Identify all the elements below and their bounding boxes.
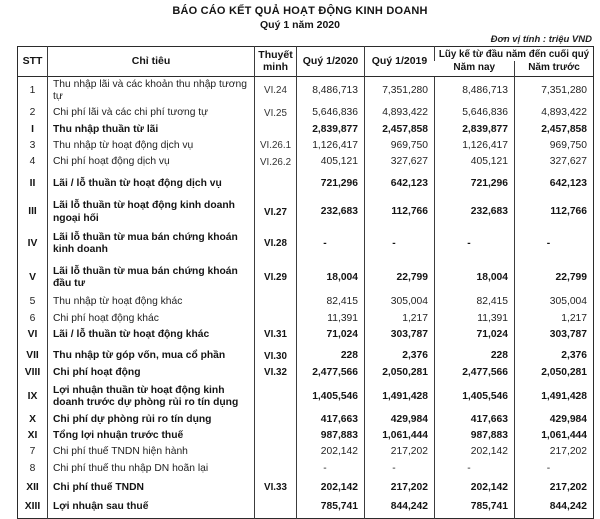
- cell-q1-2020: 18,004: [297, 261, 365, 295]
- page-title: BÁO CÁO KẾT QUẢ HOẠT ĐỘNG KINH DOANH: [172, 5, 428, 17]
- cell-ytd-current: 1,405,546: [435, 381, 515, 412]
- cell-ytd-current: 71,024: [435, 327, 515, 343]
- cell-label: Chi phí hoạt động dịch vụ: [48, 154, 255, 170]
- cell-q1-2019: 217,202: [365, 477, 435, 497]
- cell-q1-2020: 721,296: [297, 171, 365, 195]
- cell-note: VI.24: [255, 76, 297, 105]
- cell-ytd-prior: 844,242: [515, 497, 594, 518]
- cell-ytd-current: 82,415: [435, 294, 515, 310]
- cell-label: Lãi / lỗ thuần từ hoạt động dịch vụ: [48, 171, 255, 195]
- cell-q1-2020: 785,741: [297, 497, 365, 518]
- cell-ytd-prior: 2,457,858: [515, 122, 594, 138]
- cell-q1-2020: 232,683: [297, 195, 365, 230]
- cell-q1-2020: 228: [297, 343, 365, 364]
- table-row: [18, 311, 594, 327]
- cell-ytd-current: 2,839,877: [435, 122, 515, 138]
- cell-ytd-prior: -: [515, 230, 594, 261]
- cell-label: Chi phí lãi và các chi phí tương tự: [48, 105, 255, 121]
- cell-note: VI.30: [255, 343, 297, 364]
- cell-ytd-current: 11,391: [435, 311, 515, 327]
- cell-ytd-prior: 429,984: [515, 412, 594, 428]
- cell-q1-2019: 2,050,281: [365, 365, 435, 381]
- table-row: [18, 428, 594, 444]
- cell-ytd-prior: -: [515, 461, 594, 477]
- cell-stt: XI: [27, 429, 38, 441]
- table-row: [18, 381, 594, 412]
- table-body: [18, 76, 594, 518]
- unit-note: Đơn vị tính : triệu VND: [490, 34, 592, 45]
- cell-label: Chi phí thuế thu nhập DN hoãn lại: [48, 461, 255, 477]
- cell-ytd-prior: 2,376: [515, 343, 594, 364]
- cell-q1-2019: 844,242: [365, 497, 435, 518]
- cell-q1-2020: 2,839,877: [297, 122, 365, 138]
- header-chi-tieu: Chỉ tiêu: [48, 47, 255, 77]
- cell-ytd-current: -: [435, 461, 515, 477]
- cell-q1-2019: 429,984: [365, 412, 435, 428]
- cell-stt: VI: [27, 328, 38, 340]
- cell-stt: 1: [18, 76, 48, 105]
- cell-stt: 2: [29, 107, 36, 119]
- table-row: [18, 76, 594, 105]
- cell-ytd-current: 405,121: [435, 154, 515, 170]
- cell-q1-2020: 1,126,417: [297, 138, 365, 154]
- cell-ytd-prior: 217,202: [515, 444, 594, 460]
- cell-ytd-current: 721,296: [435, 171, 515, 195]
- cell-stt: XII: [26, 482, 39, 494]
- cell-ytd-current: 18,004: [435, 261, 515, 295]
- cell-label: Chi phí dự phòng rủi ro tín dụng: [48, 412, 255, 428]
- cell-q1-2019: 1,061,444: [365, 428, 435, 444]
- table-row: [18, 261, 594, 295]
- cell-q1-2020: 5,646,836: [297, 105, 365, 121]
- cell-ytd-prior: 305,004: [515, 294, 594, 310]
- cell-stt: 5: [29, 296, 36, 308]
- cell-label: Tổng lợi nhuận trước thuế: [48, 428, 255, 444]
- table-row: [18, 412, 594, 428]
- cell-q1-2019: 303,787: [365, 327, 435, 343]
- cell-q1-2019: 1,491,428: [365, 381, 435, 412]
- cell-q1-2020: 202,142: [297, 444, 365, 460]
- table-row: [18, 105, 594, 121]
- cell-note: [255, 461, 297, 477]
- cell-label: Thu nhập thuần từ lãi: [48, 122, 255, 138]
- cell-note: [255, 497, 297, 518]
- cell-note: VI.27: [255, 195, 297, 230]
- cell-ytd-current: 5,646,836: [435, 105, 515, 121]
- cell-q1-2020: 82,415: [297, 294, 365, 310]
- cell-q1-2019: 969,750: [365, 138, 435, 154]
- table-row: [18, 497, 594, 518]
- cell-note: [255, 428, 297, 444]
- cell-note: [255, 311, 297, 327]
- cell-ytd-prior: 642,123: [515, 171, 594, 195]
- cell-note: VI.31: [255, 327, 297, 343]
- cell-ytd-prior: 303,787: [515, 327, 594, 343]
- cell-stt: IX: [27, 391, 38, 403]
- cell-q1-2020: 202,142: [297, 477, 365, 497]
- cell-label: Lãi lỗ thuần từ mua bán chứng khoán kinh doanh: [48, 230, 255, 261]
- cell-q1-2019: 305,004: [365, 294, 435, 310]
- cell-note: VI.26.1: [255, 138, 297, 154]
- header-nam-truoc: Năm trước: [515, 61, 594, 76]
- cell-label: Chi phí hoạt động: [48, 365, 255, 381]
- cell-note: VI.28: [255, 230, 297, 261]
- cell-label: Chi phí hoạt động khác: [48, 311, 255, 327]
- cell-label: Lãi lỗ thuần từ mua bán chứng khoán đầu tư: [48, 261, 255, 295]
- table-row: [18, 230, 594, 261]
- cell-stt: 6: [29, 312, 36, 324]
- cell-ytd-prior: 2,050,281: [515, 365, 594, 381]
- cell-stt: VIII: [24, 366, 41, 378]
- table-header: [18, 47, 594, 77]
- cell-ytd-current: 785,741: [435, 497, 515, 518]
- cell-note: [255, 171, 297, 195]
- cell-label: Lãi lỗ thuần từ hoạt động kinh doanh ngoại hối: [48, 195, 255, 230]
- cell-stt: 4: [29, 156, 36, 168]
- table-row: [18, 461, 594, 477]
- cell-ytd-current: 987,883: [435, 428, 515, 444]
- cell-q1-2019: 327,627: [365, 154, 435, 170]
- cell-q1-2019: 22,799: [365, 261, 435, 295]
- cell-q1-2019: 217,202: [365, 444, 435, 460]
- table-row: [18, 122, 594, 138]
- cell-q1-2020: 8,486,713: [297, 76, 365, 105]
- cell-ytd-prior: 22,799: [515, 261, 594, 295]
- cell-q1-2020: -: [297, 230, 365, 261]
- cell-note: VI.29: [255, 261, 297, 295]
- table-row: [18, 138, 594, 154]
- cell-stt: I: [31, 123, 34, 135]
- cell-label: Thu nhập từ góp vốn, mua cổ phần: [48, 343, 255, 364]
- cell-ytd-current: 8,486,713: [435, 76, 515, 105]
- cell-q1-2020: 417,663: [297, 412, 365, 428]
- header-nam-nay: Năm nay: [453, 62, 496, 74]
- table-row: [18, 444, 594, 460]
- cell-stt: VII: [26, 350, 39, 362]
- cell-ytd-current: 228: [435, 343, 515, 364]
- cell-label: Thu nhập từ hoạt động khác: [48, 294, 255, 310]
- report-header: [0, 0, 600, 31]
- cell-note: VI.32: [255, 365, 297, 381]
- header-ytd-group: Lũy kế từ đầu năm đến cuối quý: [435, 47, 594, 62]
- cell-label: Chi phí thuế TNDN: [48, 477, 255, 497]
- table-row: [18, 171, 594, 195]
- cell-q1-2020: 1,405,546: [297, 381, 365, 412]
- header-stt: STT: [22, 55, 43, 68]
- cell-q1-2020: 2,477,566: [297, 365, 365, 381]
- cell-note: VI.33: [255, 477, 297, 497]
- cell-q1-2020: 405,121: [297, 154, 365, 170]
- cell-ytd-prior: 1,491,428: [515, 381, 594, 412]
- cell-q1-2019: 112,766: [365, 195, 435, 230]
- cell-label: Thu nhập lãi và các khoản thu nhập tương tự: [48, 76, 255, 105]
- header-quy-1-2020: Quý 1/2020: [297, 47, 365, 77]
- report-table: [17, 46, 594, 519]
- cell-q1-2019: 7,351,280: [365, 76, 435, 105]
- cell-ytd-current: 417,663: [435, 412, 515, 428]
- cell-note: [255, 294, 297, 310]
- cell-q1-2020: 71,024: [297, 327, 365, 343]
- cell-q1-2019: -: [365, 461, 435, 477]
- cell-label: Lợi nhuận sau thuế: [48, 497, 255, 518]
- cell-note: [255, 122, 297, 138]
- table-row: [18, 195, 594, 230]
- cell-ytd-current: 202,142: [435, 444, 515, 460]
- cell-q1-2020: 987,883: [297, 428, 365, 444]
- cell-label: Thu nhập từ hoạt động dịch vụ: [48, 138, 255, 154]
- cell-ytd-current: 2,477,566: [435, 365, 515, 381]
- table-row: [18, 477, 594, 497]
- cell-label: Lợi nhuận thuần từ hoạt động kinh doanh trước dự phòng rủi ro tín dụng: [48, 381, 255, 412]
- cell-ytd-prior: 217,202: [515, 477, 594, 497]
- table-row: [18, 327, 594, 343]
- cell-stt: 7: [29, 446, 36, 458]
- cell-ytd-prior: 1,217: [515, 311, 594, 327]
- cell-note: VI.26.2: [255, 154, 297, 170]
- cell-stt: XIII: [24, 501, 41, 513]
- cell-stt: 8: [29, 462, 36, 474]
- cell-q1-2019: 2,376: [365, 343, 435, 364]
- cell-q1-2019: 2,457,858: [365, 122, 435, 138]
- cell-q1-2019: -: [365, 230, 435, 261]
- table-row: [18, 294, 594, 310]
- cell-q1-2019: 4,893,422: [365, 105, 435, 121]
- cell-ytd-prior: 327,627: [515, 154, 594, 170]
- table-row: [18, 154, 594, 170]
- cell-ytd-current: 232,683: [435, 195, 515, 230]
- cell-ytd-prior: 1,061,444: [515, 428, 594, 444]
- cell-ytd-prior: 112,766: [515, 195, 594, 230]
- cell-stt: II: [29, 177, 36, 189]
- cell-note: VI.25: [255, 105, 297, 121]
- cell-label: Lãi / lỗ thuần từ hoạt động khác: [48, 327, 255, 343]
- page-subtitle: Quý 1 năm 2020: [260, 19, 340, 31]
- cell-ytd-prior: 7,351,280: [515, 76, 594, 105]
- cell-stt: X: [29, 413, 36, 425]
- cell-note: [255, 381, 297, 412]
- cell-note: [255, 412, 297, 428]
- header-thuyet-minh: Thuyết minh: [255, 47, 297, 77]
- cell-ytd-current: -: [435, 230, 515, 261]
- cell-q1-2019: 1,217: [365, 311, 435, 327]
- cell-q1-2020: -: [297, 461, 365, 477]
- table-row: [18, 343, 594, 364]
- header-quy-1-2019: Quý 1/2019: [365, 47, 435, 77]
- cell-ytd-current: 1,126,417: [435, 138, 515, 154]
- cell-q1-2019: 642,123: [365, 171, 435, 195]
- cell-ytd-current: 202,142: [435, 477, 515, 497]
- cell-note: [255, 444, 297, 460]
- cell-stt: IV: [27, 238, 38, 250]
- cell-stt: V: [29, 271, 36, 283]
- cell-ytd-prior: 4,893,422: [515, 105, 594, 121]
- cell-stt: III: [28, 206, 37, 218]
- cell-stt: 3: [29, 140, 36, 152]
- cell-label: Chi phí thuế TNDN hiện hành: [48, 444, 255, 460]
- cell-ytd-prior: 969,750: [515, 138, 594, 154]
- cell-q1-2020: 11,391: [297, 311, 365, 327]
- table-row: [18, 365, 594, 381]
